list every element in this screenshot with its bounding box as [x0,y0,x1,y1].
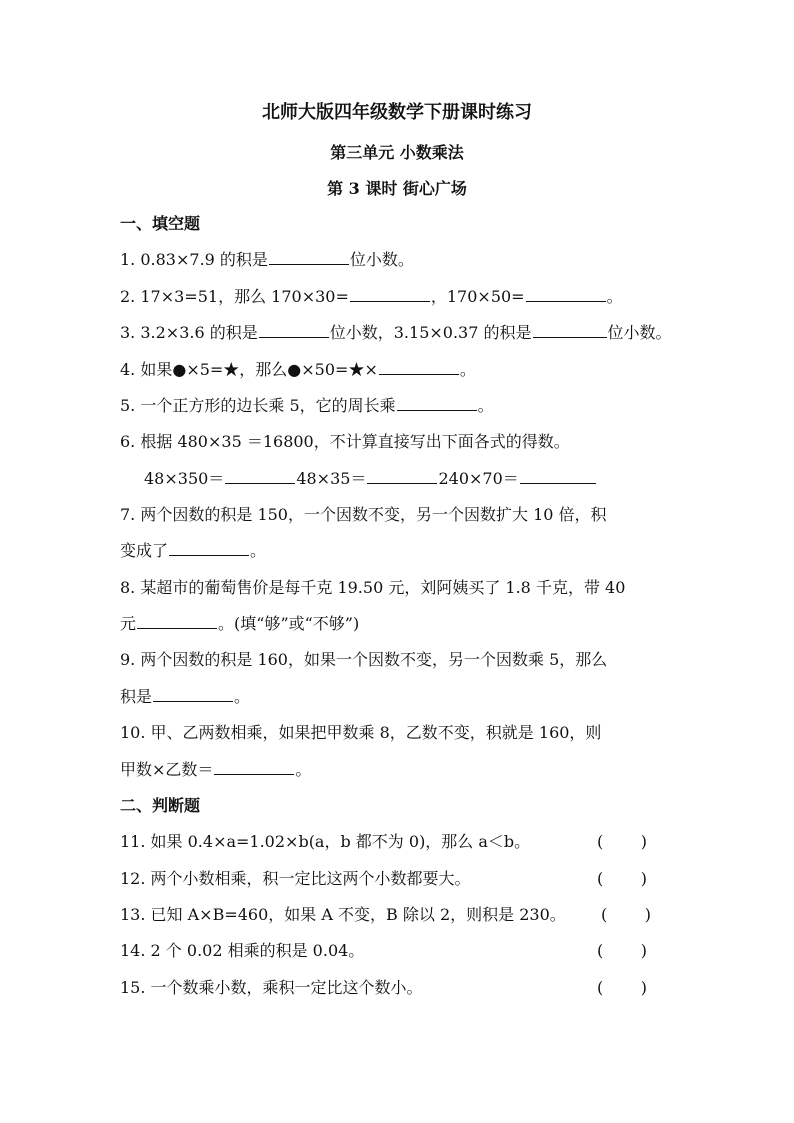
q1-text-end: 位小数。 [349,250,414,269]
question-7-cont [120,541,720,561]
q8-blank[interactable] [137,614,217,629]
question-8 [120,578,720,598]
question-15: 15. 一个数乘小数，乘积一定比这个数小。 [120,978,423,997]
paren-close: ) [644,905,651,924]
q10-text: 10. 甲、乙两数相乘，如果把甲数乘 8，乙数不变，积就是 160，则 [120,723,602,742]
paren-close: ) [640,832,647,851]
question-13: 13. 已知 A×B=460，如果 A 不变，B 除以 2，则积是 230。 [120,905,566,924]
q3-text: 3. 3.2×3.6 的积是 [120,323,258,342]
q9-text-end: 。 [234,687,251,706]
q4-text-end: 。 [459,360,476,379]
q5-text-end: 。 [477,396,494,415]
paren-open: ( [597,941,604,960]
q1-blank[interactable] [269,250,349,265]
question-10 [120,723,720,743]
question-7 [120,505,720,525]
q9-blank[interactable] [153,687,233,702]
q5-text: 5. 一个正方形的边长乘 5，它的周长乘 [120,396,396,415]
question-5 [120,396,720,416]
section-judge-title: 二、判断题 [120,796,201,815]
q6-blank-2[interactable] [367,469,437,484]
q3-text-mid: 位小数，3.15×0.37 的积是 [329,323,532,342]
paren-open: ( [601,905,608,924]
paren-open: ( [597,978,604,997]
q10-text-2: 甲数×乙数＝ [120,760,214,779]
q8-text-2: 元 [120,614,137,633]
q6-expr-1: 48×350＝ [144,469,225,488]
question-9 [120,650,720,670]
q5-blank[interactable] [397,396,477,411]
q9-text-2: 积是 [120,687,153,706]
q2-text-end: 。 [606,287,623,306]
q11-answer-paren[interactable] [597,832,647,852]
question-6 [120,432,720,452]
question-2 [120,287,720,307]
q13-answer-paren[interactable] [601,905,651,925]
q6-blank-1[interactable] [225,469,295,484]
q12-answer-paren[interactable] [597,869,647,889]
q4-text: 4. 如果●×5=★，那么●×50=★× [120,360,378,379]
unit-title: 第三单元 小数乘法 [330,143,464,162]
q2-text: 2. 17×3=51，那么 170×30= [120,287,349,306]
paren-close: ) [640,941,647,960]
q2-blank-1[interactable] [350,287,430,302]
q7-text-end: 。 [250,541,267,560]
paren-close: ) [640,869,647,888]
q14-answer-paren[interactable] [597,941,647,961]
q10-text-end: 。 [295,760,312,779]
q6-blank-3[interactable] [520,469,596,484]
q9-text: 9. 两个因数的积是 160，如果一个因数不变，另一个因数乘 5，那么 [120,650,608,669]
question-1 [120,250,720,270]
paren-open: ( [597,832,604,851]
q7-blank[interactable] [169,541,249,556]
question-10-cont [120,760,720,780]
q8-text: 8. 某超市的葡萄售价是每千克 19.50 元，刘阿姨买了 1.8 千克，带 40 [120,578,626,597]
question-8-cont [120,614,720,634]
q1-text: 1. 0.83×7.9 的积是 [120,250,268,269]
question-14: 14. 2 个 0.02 相乘的积是 0.04。 [120,941,365,960]
paren-open: ( [597,869,604,888]
q7-text-2: 变成了 [120,541,169,560]
question-4 [120,360,720,380]
q6-expr-3: 240×70＝ [438,469,519,488]
q3-blank-1[interactable] [259,323,329,338]
q8-text-end: 。(填“够”或“不够”) [218,614,360,633]
q6-expr-2: 48×35＝ [296,469,367,488]
lesson-title: 第 3 课时 街心广场 [327,179,467,198]
q4-blank[interactable] [379,360,459,375]
question-12: 12. 两个小数相乘，积一定比这两个小数都要大。 [120,869,471,888]
question-6-expressions [144,469,744,489]
q2-blank-2[interactable] [526,287,606,302]
q2-text-mid: ，170×50= [430,287,525,306]
q7-text: 7. 两个因数的积是 150，一个因数不变，另一个因数扩大 10 倍，积 [120,505,607,524]
section-fill-title: 一、填空题 [120,214,201,233]
q15-answer-paren[interactable] [597,978,647,998]
paren-close: ) [640,978,647,997]
q3-blank-2[interactable] [533,323,607,338]
q10-blank[interactable] [214,760,294,775]
question-9-cont [120,687,720,707]
q6-text: 6. 根据 480×35 ＝16800，不计算直接写出下面各式的得数。 [120,432,570,451]
q3-text-end: 位小数。 [607,323,672,342]
page-title: 北师大版四年级数学下册课时练习 [262,102,532,123]
question-3 [120,323,720,343]
question-11: 11. 如果 0.4×a=1.02×b(a，b 都不为 0)，那么 a＜b。 [120,832,531,851]
